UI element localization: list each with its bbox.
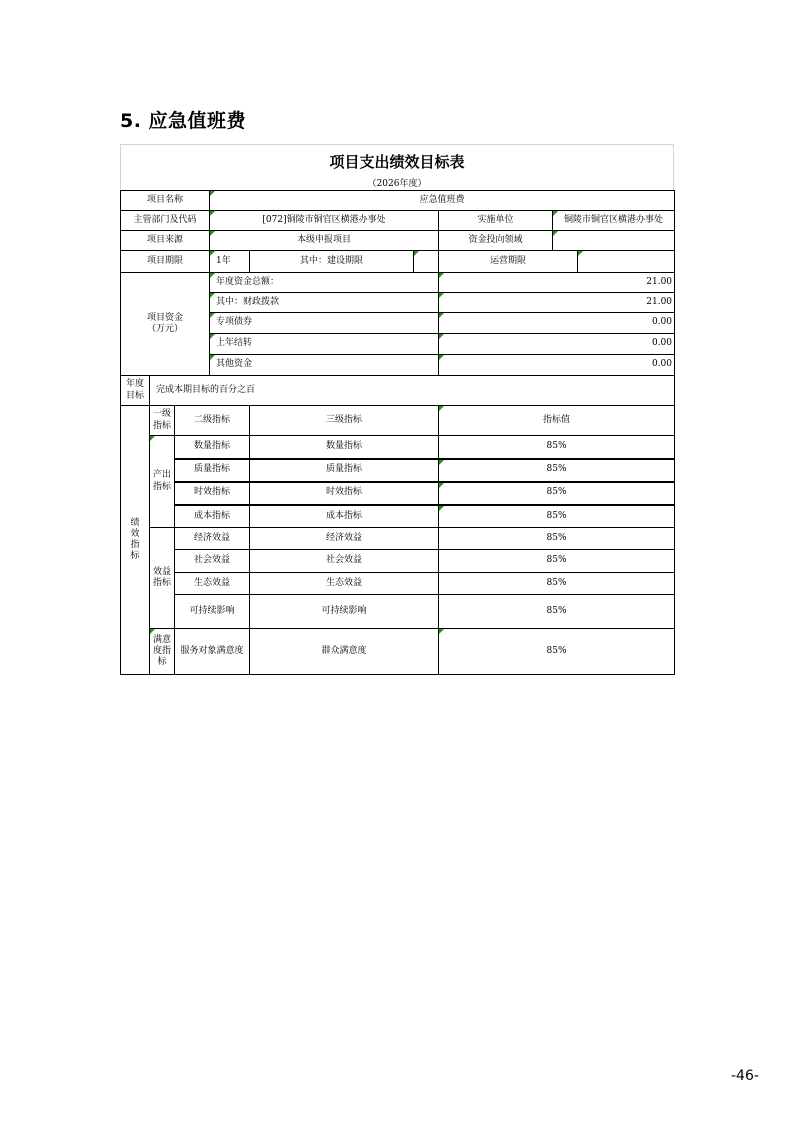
project-name-value: 应急值班费 [210, 191, 675, 211]
section-heading: 5. 应急值班费 [120, 110, 247, 132]
goal-table [120, 190, 675, 675]
satisfaction-label [150, 629, 175, 675]
dept-label: 主管部门及代码 [121, 211, 210, 231]
output-l2: 数量指标 [175, 436, 250, 459]
table-row [121, 528, 675, 550]
benefit-value: 85% [439, 573, 675, 595]
benefit-label-line1: 效益 [152, 566, 171, 577]
output-label-line2: 指标 [152, 481, 171, 492]
header-level1-line2: 指标 [152, 420, 171, 431]
table-row [121, 550, 675, 573]
build-value [414, 251, 439, 273]
row-period [121, 251, 675, 273]
table-title: 项目支出绩效目标表 [120, 144, 674, 178]
row-department [121, 211, 675, 231]
fund-label-fiscal: 其中：财政拨款 [210, 293, 439, 313]
period-value: 1年 [210, 251, 250, 273]
source-value: 本级申报项目 [210, 231, 439, 251]
output-l3: 质量指标 [250, 459, 439, 482]
perf-label-char: 绩 [130, 517, 140, 528]
perf-label-char: 标 [130, 551, 140, 562]
output-value: 85% [439, 459, 675, 482]
table-row [121, 573, 675, 595]
table-row [121, 629, 675, 675]
page-number: -46- [731, 1068, 759, 1084]
fund-label-carryover: 上年结转 [210, 334, 439, 355]
performance-goal-sheet [120, 144, 674, 674]
benefit-label-line2: 指标 [152, 578, 171, 588]
benefit-l3: 经济效益 [250, 528, 439, 550]
annual-goal-value: 完成本期目标的百分之百 [150, 376, 675, 406]
benefit-l2: 经济效益 [175, 528, 250, 550]
field-value [553, 231, 675, 251]
impl-label: 实施单位 [439, 211, 553, 231]
benefit-l3: 社会效益 [250, 550, 439, 573]
output-l2: 质量指标 [175, 459, 250, 482]
project-name-label: 项目名称 [121, 191, 210, 211]
satisfaction-l3: 群众满意度 [250, 629, 439, 675]
annual-goal-label-line2: 目标 [125, 390, 144, 401]
row-perf-header [121, 406, 675, 436]
satisfaction-label-line: 满意 [152, 634, 171, 645]
header-level1-line1: 一级 [152, 409, 171, 420]
satisfaction-label-line: 度指 [152, 645, 171, 656]
fund-label-other: 其他资金 [210, 355, 439, 376]
table-row [121, 482, 675, 505]
funds-label-line1: 项目资金 [146, 312, 183, 323]
output-label [150, 436, 175, 528]
field-label: 资金投向领域 [439, 231, 553, 251]
fund-value-bond: 0.00 [439, 313, 675, 334]
annual-goal-label-line1: 年度 [125, 379, 144, 390]
benefit-l3: 可持续影响 [250, 595, 439, 629]
fund-value-total: 21.00 [439, 273, 675, 293]
row-fund-total [121, 273, 675, 293]
year-note: （2026年度） [120, 178, 674, 190]
table-row [121, 595, 675, 629]
benefit-l2: 社会效益 [175, 550, 250, 573]
header-value: 指标值 [439, 406, 675, 436]
dept-value: [072]铜陵市铜官区横港办事处 [210, 211, 439, 231]
output-l2: 成本指标 [175, 505, 250, 528]
fund-label-total: 年度资金总额： [210, 273, 439, 293]
output-l3: 时效指标 [250, 482, 439, 505]
satisfaction-l2: 服务对象满意度 [175, 629, 250, 675]
fund-label-bond: 专项债券 [210, 313, 439, 334]
build-label: 其中：建设期限 [250, 251, 414, 273]
source-label: 项目来源 [121, 231, 210, 251]
table-row [121, 505, 675, 528]
perf-label-char: 指 [130, 540, 140, 550]
satisfaction-value: 85% [439, 629, 675, 675]
benefit-l3: 生态效益 [250, 573, 439, 595]
funds-label-line2: （万元） [146, 324, 183, 334]
header-level1 [150, 406, 175, 436]
output-label-line1: 产出 [152, 470, 171, 481]
funds-label [121, 273, 210, 376]
benefit-label [150, 528, 175, 629]
benefit-l2: 生态效益 [175, 573, 250, 595]
annual-goal-label [121, 376, 150, 406]
period-label: 项目期限 [121, 251, 210, 273]
satisfaction-label-line: 标 [157, 657, 167, 668]
output-value: 85% [439, 436, 675, 459]
benefit-value: 85% [439, 550, 675, 573]
header-level2: 二级指标 [175, 406, 250, 436]
row-annual-goal [121, 376, 675, 406]
benefit-value: 85% [439, 528, 675, 550]
output-l3: 成本指标 [250, 505, 439, 528]
benefit-value: 85% [439, 595, 675, 629]
header-level3: 三级指标 [250, 406, 439, 436]
perf-label-char: 效 [130, 528, 140, 539]
ops-label: 运营期限 [439, 251, 578, 273]
benefit-l2: 可持续影响 [175, 595, 250, 629]
output-value: 85% [439, 482, 675, 505]
table-row [121, 459, 675, 482]
fund-value-other: 0.00 [439, 355, 675, 376]
output-l3: 数量指标 [250, 436, 439, 459]
fund-value-carryover: 0.00 [439, 334, 675, 355]
ops-value [578, 251, 675, 273]
impl-value: 铜陵市铜官区横港办事处 [553, 211, 675, 231]
output-value: 85% [439, 505, 675, 528]
row-project-name [121, 191, 675, 211]
perf-label [121, 406, 150, 675]
row-source [121, 231, 675, 251]
table-row [121, 436, 675, 459]
output-l2: 时效指标 [175, 482, 250, 505]
fund-value-fiscal: 21.00 [439, 293, 675, 313]
